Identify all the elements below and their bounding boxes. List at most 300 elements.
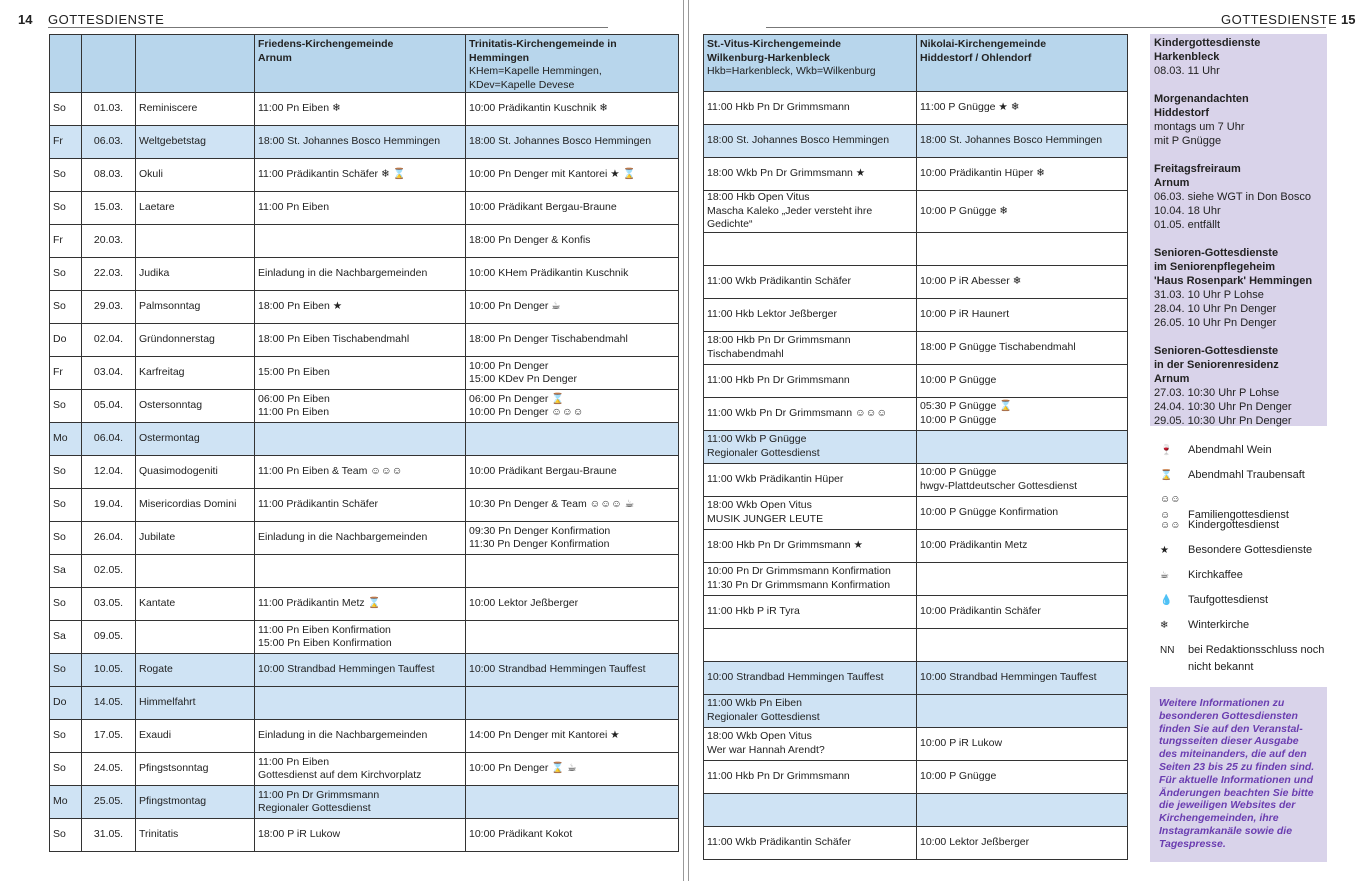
cell-nikolai [917, 298, 1128, 331]
table-row [704, 158, 1128, 191]
cell-date: 09.05. [82, 621, 136, 654]
cell-date: 02.04. [82, 324, 136, 357]
table-row [50, 687, 679, 720]
table-row [704, 298, 1128, 331]
legend-symbol-icon: NN [1160, 645, 1175, 656]
table-row [704, 727, 1128, 760]
cell-friedens [255, 258, 466, 291]
cell-trinitatis [466, 291, 679, 324]
cell-trinitatis [466, 357, 679, 390]
vitus-line: 11:00 Hkb Pn Dr Grimmsmann [707, 101, 850, 114]
cell-day: Do [50, 687, 82, 720]
legend-label: Kirchkaffee [1188, 569, 1243, 581]
cell-friedens [255, 456, 466, 489]
cell-date: 22.03. [82, 258, 136, 291]
sidebar-block [1154, 344, 1323, 428]
legend-item [1160, 467, 1335, 484]
table-row [50, 258, 679, 291]
vitus-line: 18:00 Hkb Pn Dr Grimmsmann ★ [707, 538, 863, 551]
cell-day: Fr [50, 357, 82, 390]
cell-nikolai [917, 397, 1128, 430]
cell-day: Fr [50, 225, 82, 258]
sidebar-block-line: 01.05. entfällt [1154, 219, 1221, 231]
vitus-line: 18:00 Hkb Open Vitus [707, 191, 810, 203]
table-row [50, 621, 679, 654]
table-row [704, 232, 1128, 265]
friedens-line: Einladung in die Nachbargemeinden [258, 267, 428, 280]
cell-day: So [50, 753, 82, 786]
cell-occasion: Exaudi [136, 720, 255, 753]
nikolai-line: 10:00 Lektor Jeßberger [920, 835, 1030, 848]
trinitatis-line: 10:00 Pn Denger ☕ [469, 300, 561, 313]
table-row [50, 291, 679, 324]
table-row [704, 463, 1128, 496]
cell-date: 01.03. [82, 93, 136, 126]
friedens-line: 18:00 Pn Eiben Tischabendmahl [258, 333, 410, 346]
cell-friedens [255, 126, 466, 159]
cell-trinitatis [466, 192, 679, 225]
cell-nikolai [917, 562, 1128, 595]
schedule-table-left [49, 34, 679, 852]
friedens-line: 11:00 Prädikantin Metz ⌛ [258, 597, 381, 610]
header-rule-right [766, 27, 1326, 28]
trinitatis-line: 10:00 Pn Denger mit Kantorei ★ ⌛ [469, 168, 636, 181]
cell-nikolai [917, 232, 1128, 265]
page-gutter-2 [688, 0, 689, 881]
cell-day: So [50, 390, 82, 423]
trinitatis-line: 18:00 Pn Denger Tischabendmahl [469, 333, 628, 346]
nikolai-line: 10:00 P Gnügge Konfirmation [920, 505, 1059, 518]
legend-label: bei Redaktionsschluss noch [1188, 644, 1325, 656]
vitus-line: 18:00 Wkb Open Vitus [707, 499, 812, 511]
cell-friedens [255, 819, 466, 852]
cell-friedens [255, 93, 466, 126]
cell-friedens [255, 753, 466, 786]
friedens-line: 15:00 Pn Eiben [258, 366, 330, 379]
cell-date: 26.04. [82, 522, 136, 555]
cell-friedens [255, 489, 466, 522]
sidebar-block [1154, 246, 1323, 330]
table-row [704, 430, 1128, 463]
cell-trinitatis [466, 324, 679, 357]
cell-occasion: Judika [136, 258, 255, 291]
cell-trinitatis [466, 720, 679, 753]
table-row [704, 191, 1128, 233]
cell-date: 08.03. [82, 159, 136, 192]
trinitatis-line: 18:00 St. Johannes Bosco Hemmingen [469, 135, 652, 148]
legend-symbol-icon: ❄ [1160, 620, 1169, 631]
friedens-line: Regionaler Gottesdienst [258, 802, 371, 814]
vitus-line: 11:00 Wkb Prädikantin Schäfer [707, 274, 851, 287]
cell-date: 15.03. [82, 192, 136, 225]
vitus-line: Regionaler Gottesdienst [707, 446, 820, 459]
legend-symbol-icon: 🍷 [1160, 445, 1173, 456]
vitus-line: 11:00 Hkb Pn Dr Grimmsmann [707, 373, 850, 386]
friedens-line: 11:00 Pn Eiben [258, 406, 330, 418]
trinitatis-line: 10:00 Prädikantin Kuschnik ❄ [469, 102, 608, 115]
sidebar-block-line: 10.04. 18 Uhr [1154, 205, 1221, 217]
cell-friedens [255, 192, 466, 225]
cell-trinitatis [466, 456, 679, 489]
header-nikolai [917, 35, 1128, 92]
cell-vitus [704, 694, 917, 727]
cell-occasion: Laetare [136, 192, 255, 225]
cell-vitus [704, 232, 917, 265]
vitus-line: 11:30 Pn Dr Grimmsmann Konfirmation [707, 578, 891, 591]
nikolai-line: hwgv-Plattdeutscher Gottesdienst [920, 479, 1077, 492]
cell-occasion: Ostersonntag [136, 390, 255, 423]
cell-trinitatis [466, 93, 679, 126]
page-number-left: 14 [18, 12, 33, 27]
nikolai-title: Nikolai-Kirchengemeinde [920, 38, 1047, 50]
cell-occasion: Misericordias Domini [136, 489, 255, 522]
cell-nikolai [917, 595, 1128, 628]
vitus-line: 10:00 Pn Dr Grimmsmann Konfirmation [707, 565, 891, 577]
cell-vitus [704, 92, 917, 125]
cell-date: 02.05. [82, 555, 136, 588]
legend-item [1160, 567, 1335, 584]
cell-day: Mo [50, 786, 82, 819]
trinitatis-line: 06:00 Pn Denger ⌛ [469, 392, 565, 405]
cell-nikolai [917, 694, 1128, 727]
cell-trinitatis [466, 258, 679, 291]
nikolai-line: 10:00 P iR Abesser ❄ [920, 274, 1022, 287]
nikolai-line: 18:00 P Gnügge Tischabendmahl [920, 340, 1076, 353]
nikolai-line: 05:30 P Gnügge ⌛ [920, 400, 1013, 412]
cell-day: So [50, 819, 82, 852]
cell-friedens [255, 720, 466, 753]
legend-label: Besondere Gottesdienste [1188, 544, 1313, 556]
cell-occasion [136, 555, 255, 588]
cell-nikolai [917, 628, 1128, 661]
cell-trinitatis [466, 786, 679, 819]
cell-nikolai [917, 191, 1128, 233]
cell-date: 29.03. [82, 291, 136, 324]
cell-friedens [255, 357, 466, 390]
legend-label: Abendmahl Traubensaft [1188, 469, 1305, 481]
table-row [704, 661, 1128, 694]
sidebar-block-title: Senioren-Gottesdienste im Seniorenpflegeheim 'Haus Rosenpark' Hemmingen [1154, 247, 1313, 287]
trinitatis-line: 10:00 Pn Denger [469, 359, 549, 372]
vitus-line: Mascha Kaleko „Jeder versteht ihre [707, 204, 873, 217]
nikolai-line: 10:00 P Gnügge [920, 466, 997, 478]
header-friedens [255, 35, 466, 93]
cell-vitus [704, 628, 917, 661]
cell-occasion: Himmelfahrt [136, 687, 255, 720]
friedens-line: Einladung in die Nachbargemeinden [258, 531, 428, 544]
nikolai-line: 18:00 St. Johannes Bosco Hemmingen [920, 134, 1103, 147]
friedens-line: 10:00 Strandbad Hemmingen Tauffest [258, 663, 435, 676]
cell-vitus [704, 793, 917, 826]
header-date [82, 35, 136, 93]
trinitatis-line: 10:00 Pn Denger ☺☺☺ [469, 406, 584, 418]
vitus-line: 18:00 Wkb Open Vitus [707, 730, 812, 742]
legend-item [1160, 542, 1335, 559]
cell-vitus [704, 826, 917, 859]
header-day [50, 35, 82, 93]
legend-label: Winterkirche [1188, 619, 1250, 631]
table-row [50, 456, 679, 489]
table-row [50, 555, 679, 588]
friedens-line: 11:00 Pn Eiben [258, 201, 330, 214]
legend-label-2: nicht bekannt [1188, 661, 1254, 673]
table-row [704, 595, 1128, 628]
table-row [50, 720, 679, 753]
legend-symbol-icon: ⌛ [1160, 470, 1173, 481]
cell-trinitatis [466, 126, 679, 159]
sidebar-block-title: Morgenandachten Hiddestorf [1154, 93, 1249, 119]
table-row [50, 93, 679, 126]
cell-occasion: Gründonnerstag [136, 324, 255, 357]
trinitatis-line: 10:00 Lektor Jeßberger [469, 597, 579, 610]
cell-trinitatis [466, 621, 679, 654]
trinitatis-sub1: KHem=Kapelle Hemmingen, [469, 65, 602, 77]
cell-occasion: Rogate [136, 654, 255, 687]
cell-friedens [255, 225, 466, 258]
table-row [704, 397, 1128, 430]
cell-occasion [136, 621, 255, 654]
table-row [50, 753, 679, 786]
nikolai-line: 10:00 P Gnügge [920, 373, 997, 386]
table-row [50, 423, 679, 456]
cell-vitus [704, 496, 917, 529]
table-row [50, 588, 679, 621]
cell-friedens [255, 291, 466, 324]
cell-vitus [704, 298, 917, 331]
cell-day: So [50, 720, 82, 753]
cell-vitus [704, 760, 917, 793]
sidebar-block-title: Kindergottesdienste Harkenbleck [1154, 37, 1261, 63]
cell-nikolai [917, 92, 1128, 125]
cell-friedens [255, 654, 466, 687]
table-row [704, 628, 1128, 661]
cell-vitus [704, 397, 917, 430]
legend-label: Kindergottesdienst [1188, 519, 1280, 531]
legend-symbol-icon: ☺☺☺ [1160, 494, 1181, 521]
header-vitus [704, 35, 917, 92]
cell-occasion: Okuli [136, 159, 255, 192]
legend-item [1160, 617, 1335, 634]
cell-vitus [704, 125, 917, 158]
cell-vitus [704, 191, 917, 233]
trinitatis-line: 15:00 KDev Pn Denger [469, 373, 577, 385]
header-rule-left [48, 27, 608, 28]
vitus-line: 11:00 Hkb Lektor Jeßberger [707, 307, 837, 320]
header-name [136, 35, 255, 93]
cell-day: So [50, 456, 82, 489]
cell-vitus [704, 265, 917, 298]
vitus-line: Wer war Hannah Arendt? [707, 743, 825, 756]
cell-vitus [704, 364, 917, 397]
table-row [704, 562, 1128, 595]
cell-occasion: Ostermontag [136, 423, 255, 456]
cell-day: So [50, 588, 82, 621]
cell-vitus [704, 727, 917, 760]
cell-friedens [255, 687, 466, 720]
cell-day: Fr [50, 126, 82, 159]
cell-date: 19.04. [82, 489, 136, 522]
friedens-line: 11:00 Pn Eiben [258, 755, 330, 768]
vitus-line: MUSIK JUNGER LEUTE [707, 512, 824, 525]
cell-occasion [136, 225, 255, 258]
cell-date: 17.05. [82, 720, 136, 753]
table-row [50, 324, 679, 357]
cell-trinitatis [466, 225, 679, 258]
table-row [50, 654, 679, 687]
trinitatis-line: 10:00 Pn Denger ⌛ ☕ [469, 762, 577, 775]
cell-day: Sa [50, 621, 82, 654]
legend-label: Abendmahl Wein [1188, 444, 1272, 456]
cell-date: 12.04. [82, 456, 136, 489]
cell-day: So [50, 489, 82, 522]
cell-friedens [255, 555, 466, 588]
cell-day: Sa [50, 555, 82, 588]
trinitatis-line: 10:00 Prädikant Bergau-Braune [469, 201, 617, 214]
nikolai-title2: Hiddestorf / Ohlendorf [920, 51, 1032, 64]
table-row [704, 826, 1128, 859]
friedens-line: 11:00 Pn Eiben Konfirmation [258, 623, 391, 636]
friedens-line: 18:00 P iR Lukow [258, 828, 341, 841]
cell-friedens [255, 588, 466, 621]
friedens-line: 11:00 Pn Eiben & Team ☺☺☺ [258, 465, 403, 478]
cell-friedens [255, 324, 466, 357]
sidebar-block [1154, 162, 1323, 232]
legend-item [1160, 442, 1335, 459]
sidebar-block-title: Senioren-Gottesdienste in der Seniorenresidenz Arnum [1154, 345, 1279, 385]
sidebar-block-line: 29.05. 10:30 Uhr Pn Denger [1154, 415, 1292, 427]
cell-trinitatis [466, 390, 679, 423]
cell-date: 10.05. [82, 654, 136, 687]
legend-label: Taufgottesdienst [1188, 594, 1269, 606]
page-title-right: GOTTESDIENSTE [1221, 12, 1338, 27]
cell-friedens [255, 786, 466, 819]
cell-occasion: Trinitatis [136, 819, 255, 852]
cell-occasion: Kantate [136, 588, 255, 621]
cell-date: 14.05. [82, 687, 136, 720]
vitus-line: 11:00 Wkb Pn Eiben [707, 697, 802, 709]
cell-nikolai [917, 463, 1128, 496]
legend-item [1160, 592, 1335, 609]
nikolai-line: 10:00 Prädikantin Metz [920, 538, 1028, 551]
trinitatis-line: 09:30 Pn Denger Konfirmation [469, 524, 611, 537]
sidebar-info-panel [1150, 34, 1327, 426]
vitus-line: 18:00 St. Johannes Bosco Hemmingen [707, 134, 890, 147]
cell-day: Do [50, 324, 82, 357]
friedens-title: Friedens-Kirchengemeinde [258, 38, 394, 50]
nikolai-line: 10:00 P Gnügge ❄ [920, 204, 1009, 217]
nikolai-line: 10:00 P Gnügge [920, 769, 997, 782]
nikolai-line: 11:00 P Gnügge ★ ❄ [920, 101, 1020, 114]
table-row [50, 357, 679, 390]
cell-date: 03.04. [82, 357, 136, 390]
nikolai-line: 10:00 Prädikantin Schäfer [920, 604, 1041, 617]
cell-vitus [704, 595, 917, 628]
cell-trinitatis [466, 819, 679, 852]
cell-nikolai [917, 793, 1128, 826]
cell-day: Mo [50, 423, 82, 456]
friedens-line: 06:00 Pn Eiben [258, 392, 330, 405]
legend-label: Familiengottesdienst [1188, 509, 1289, 521]
friedens-line: 11:00 Pn Eiben ❄ [258, 102, 341, 115]
legend-item [1160, 517, 1335, 534]
cell-occasion: Karfreitag [136, 357, 255, 390]
cell-trinitatis [466, 555, 679, 588]
vitus-line: Regionaler Gottesdienst [707, 710, 820, 723]
cell-date: 06.03. [82, 126, 136, 159]
info-box: Weitere Informationen zu besonderen Gottesdiensten finden Sie auf den Veranstal-tungsseiten dieser Ausgabe des miteinanders, die auf den Seiten 23 bis 25 zu finden sind. Für aktuelle Informationen und Änderungen beachten Sie bitte die jeweiligen Websites der Kirchengemeinden, ihre Instagramkanäle sowie die Tagespresse. [1150, 687, 1327, 862]
cell-vitus [704, 562, 917, 595]
vitus-line: 11:00 Wkb Prädikantin Schäfer [707, 835, 851, 848]
trinitatis-sub2: KDev=Kapelle Devese [469, 78, 575, 91]
table-row [50, 225, 679, 258]
trinitatis-line: 10:00 Prädikant Kokot [469, 828, 573, 841]
cell-date: 05.04. [82, 390, 136, 423]
page-number-right: 15 [1341, 12, 1356, 27]
legend-symbol-icon: ★ [1160, 545, 1169, 556]
cell-friedens [255, 159, 466, 192]
cell-nikolai [917, 529, 1128, 562]
cell-friedens [255, 522, 466, 555]
nikolai-line: 10:00 P Gnügge [920, 413, 997, 426]
trinitatis-line: 10:00 KHem Prädikantin Kuschnik [469, 267, 629, 280]
cell-trinitatis [466, 522, 679, 555]
legend-item [1160, 642, 1335, 675]
table-row [704, 265, 1128, 298]
cell-nikolai [917, 364, 1128, 397]
cell-day: So [50, 522, 82, 555]
page-gutter [683, 0, 684, 881]
sidebar-block-line: 27.03. 10:30 Uhr P Lohse [1154, 387, 1280, 399]
trinitatis-line: 11:30 Pn Denger Konfirmation [469, 538, 610, 550]
friedens-line: 11:00 Prädikantin Schäfer ❄ ⌛ [258, 168, 406, 181]
sidebar-block-line: 08.03. 11 Uhr [1154, 65, 1220, 77]
trinitatis-line: 10:30 Pn Denger & Team ☺☺☺ ☕ [469, 498, 635, 511]
cell-friedens [255, 423, 466, 456]
friedens-line: Einladung in die Nachbargemeinden [258, 729, 428, 742]
friedens-line: 11:00 Pn Dr Grimmsmann [258, 788, 380, 801]
table-row [704, 793, 1128, 826]
trinitatis-line: 18:00 Pn Denger & Konfis [469, 234, 591, 247]
nikolai-line: 10:00 P iR Haunert [920, 307, 1010, 320]
cell-date: 06.04. [82, 423, 136, 456]
friedens-line: 18:00 Pn Eiben ★ [258, 300, 343, 313]
cell-nikolai [917, 331, 1128, 364]
vitus-line: 11:00 Wkb P Gnügge [707, 433, 807, 445]
schedule-table-right [703, 34, 1128, 860]
table-row [50, 159, 679, 192]
vitus-title: St.-Vitus-Kirchengemeinde [707, 38, 841, 50]
table-row [50, 390, 679, 423]
cell-trinitatis [466, 423, 679, 456]
friedens-line: Gottesdienst auf dem Kirchvorplatz [258, 769, 422, 781]
friedens-line: 18:00 St. Johannes Bosco Hemmingen [258, 135, 441, 148]
legend-symbol-icon: 💧 [1160, 595, 1173, 606]
cell-occasion: Pfingstmontag [136, 786, 255, 819]
table-row [50, 489, 679, 522]
cell-vitus [704, 463, 917, 496]
table-row [704, 694, 1128, 727]
cell-trinitatis [466, 489, 679, 522]
table-row [50, 819, 679, 852]
cell-occasion: Pfingstsonntag [136, 753, 255, 786]
cell-friedens [255, 621, 466, 654]
table-row [704, 496, 1128, 529]
friedens-sub: Arnum [258, 51, 292, 64]
cell-nikolai [917, 727, 1128, 760]
friedens-line: 11:00 Prädikantin Schäfer [258, 498, 379, 511]
cell-trinitatis [466, 753, 679, 786]
cell-day: So [50, 93, 82, 126]
